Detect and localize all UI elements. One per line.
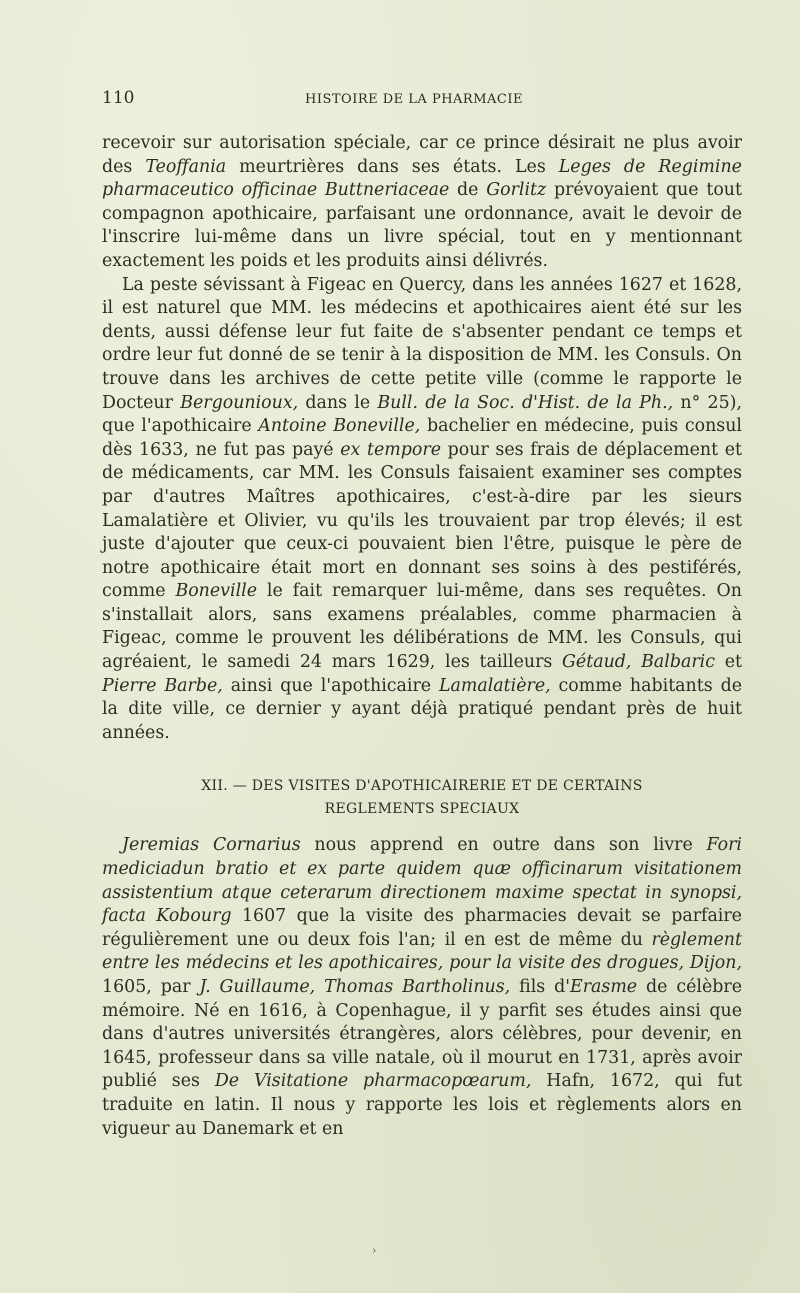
paragraph-1	[102, 132, 742, 274]
p2-text-1: La peste sévissant à Figeac en Quercy, dans les années 1627 et 1628, il est naturel que MM. les médecins et apothicaires aient été sur les dents, aussi défense leur fut faite de s'absenter pendant ce temps et ordre leur fut donné de se tenir à la disposition de MM. les Consuls. On trouve dans les archives de cette petite ville (comme le rapporte le Docteur	[102, 274, 742, 413]
paragraph-3	[102, 834, 742, 1141]
paragraph-2	[102, 274, 742, 746]
p2-text-7: et	[714, 652, 742, 673]
section-heading	[102, 775, 742, 821]
p2-italic-5: Boneville	[175, 581, 257, 602]
p2-italic-2: Bull. de la Soc. d'Hist. de la Ph.,	[377, 392, 674, 413]
p3-italic-5: Erasme	[570, 977, 638, 997]
p1-text-3: de	[449, 180, 487, 201]
p2-italic-4: ex tempore	[340, 439, 441, 460]
p2-text-5: pour ses frais de déplacement et de médicaments, car MM. les Consuls faisaient examiner ses comptes par d'autres Maîtres apothicaires, c'est-à-dire par les sieurs Lamalatière et Olivier, vu qu'ils les trouvaient par trop élevés; il est juste d'ajouter que ceux-ci pouvaient bien l'être, puisque le père de notre apothicaire était mort en donnant ses soins à des pestiférés, comme	[102, 439, 743, 602]
p2-italic-3: Antoine Boneville,	[258, 416, 421, 437]
p3-italic-1: Jeremias Cornarius	[122, 835, 301, 856]
section-heading-line-1: XII. — DES VISITES D'APOTHICAIRERIE ET DE CERTAINS	[201, 778, 643, 795]
p3-italic-6: De Visitatione pharmacopœarum,	[214, 1071, 532, 1092]
running-title: HISTOIRE DE LA PHARMACIE	[305, 92, 523, 107]
body-text	[102, 132, 742, 1141]
book-page	[102, 88, 742, 1141]
page-number: 110	[102, 88, 135, 108]
p2-italic-1: Bergounioux,	[180, 392, 299, 413]
p3-italic-2: Fori mediciadun bratio et ex parte quidem quæ officinarum visitationem assistentium atque ceterarum directionem maxime spectat in synopsi, facta Kobourg	[102, 835, 742, 927]
p1-italic-3: Gorlitz	[486, 180, 547, 201]
p2-text-6: le fait remarquer lui-même, dans ses requêtes. On s'installait alors, sans examens préalables, comme pharmacien à Figeac, comme le prouvent les délibérations de MM. les Consuls, qui agréaient, le samedi 24 mars 1629, les tailleurs	[102, 581, 742, 673]
p2-italic-7: Pierre Barbe,	[102, 675, 223, 696]
p2-text-4: bachelier en médecine, puis consul dès 1633, ne fut pas payé	[102, 416, 742, 460]
p3-text-5: de célèbre mémoire. Né en 1616, à Copenhague, il y parfit ses études ainsi que dans d'autres universités étrangères, alors célèbres, pour devenir, en 1645, professeur dans sa ville natale, où il mourut en 1731, après avoir publié ses	[102, 977, 742, 1092]
p3-text-3: 1605, par	[102, 977, 200, 997]
footer-mark: ›	[372, 1244, 377, 1257]
p1-text-2: meurtrières dans ses états. Les	[226, 156, 559, 177]
p1-text-1: recevoir sur autorisation spéciale, car ce prince désirait ne plus avoir des	[102, 133, 742, 177]
p3-text-6: Hafn, 1672, qui fut traduite en latin. Il nous y rapporte les lois et règlements alors en vigueur au Danemark et en	[102, 1071, 742, 1139]
p2-italic-6: Gétaud, Balbaric	[562, 652, 715, 673]
section-heading-line-2: REGLEMENTS SPECIAUX	[324, 801, 520, 818]
p3-italic-3: règlement entre les médecins et les apothicaires, pour la visite des drogues, Dijon,	[102, 929, 742, 974]
p1-italic-1: Teoffania	[145, 156, 227, 177]
p2-text-8: ainsi que l'apothicaire	[222, 675, 439, 696]
p2-text-9: comme habitants de la dite ville, ce dernier y ayant déjà pratiqué pendant près de huit années.	[102, 675, 742, 743]
p2-italic-8: Lamalatière,	[438, 675, 551, 696]
p2-text-3: n° 25), que l'apothicaire	[102, 392, 742, 437]
p1-text-4: prévoyaient que tout compagnon apothicaire, parfaisant une ordonnance, avait le devoir de l'inscrire lui-même dans un livre spécial, tout en y mentionnant exactement les poids et les produits ainsi délivrés.	[102, 180, 743, 271]
p1-italic-2: Leges de Regimine pharmaceutico officinae Buttneriaceae	[102, 156, 742, 201]
p3-text-1: nous apprend en outre dans son livre	[300, 835, 707, 856]
p3-text-4: fils d'	[510, 977, 571, 997]
p3-text-2: 1607 que la visite des pharmacies devait se parfaire régulièrement une ou deux fois l'an; il en est de même du	[102, 906, 742, 950]
p2-text-2: dans le	[298, 392, 378, 413]
page-header	[102, 88, 742, 116]
p3-italic-4: J. Guillaume, Thomas Bartholinus,	[199, 977, 511, 997]
